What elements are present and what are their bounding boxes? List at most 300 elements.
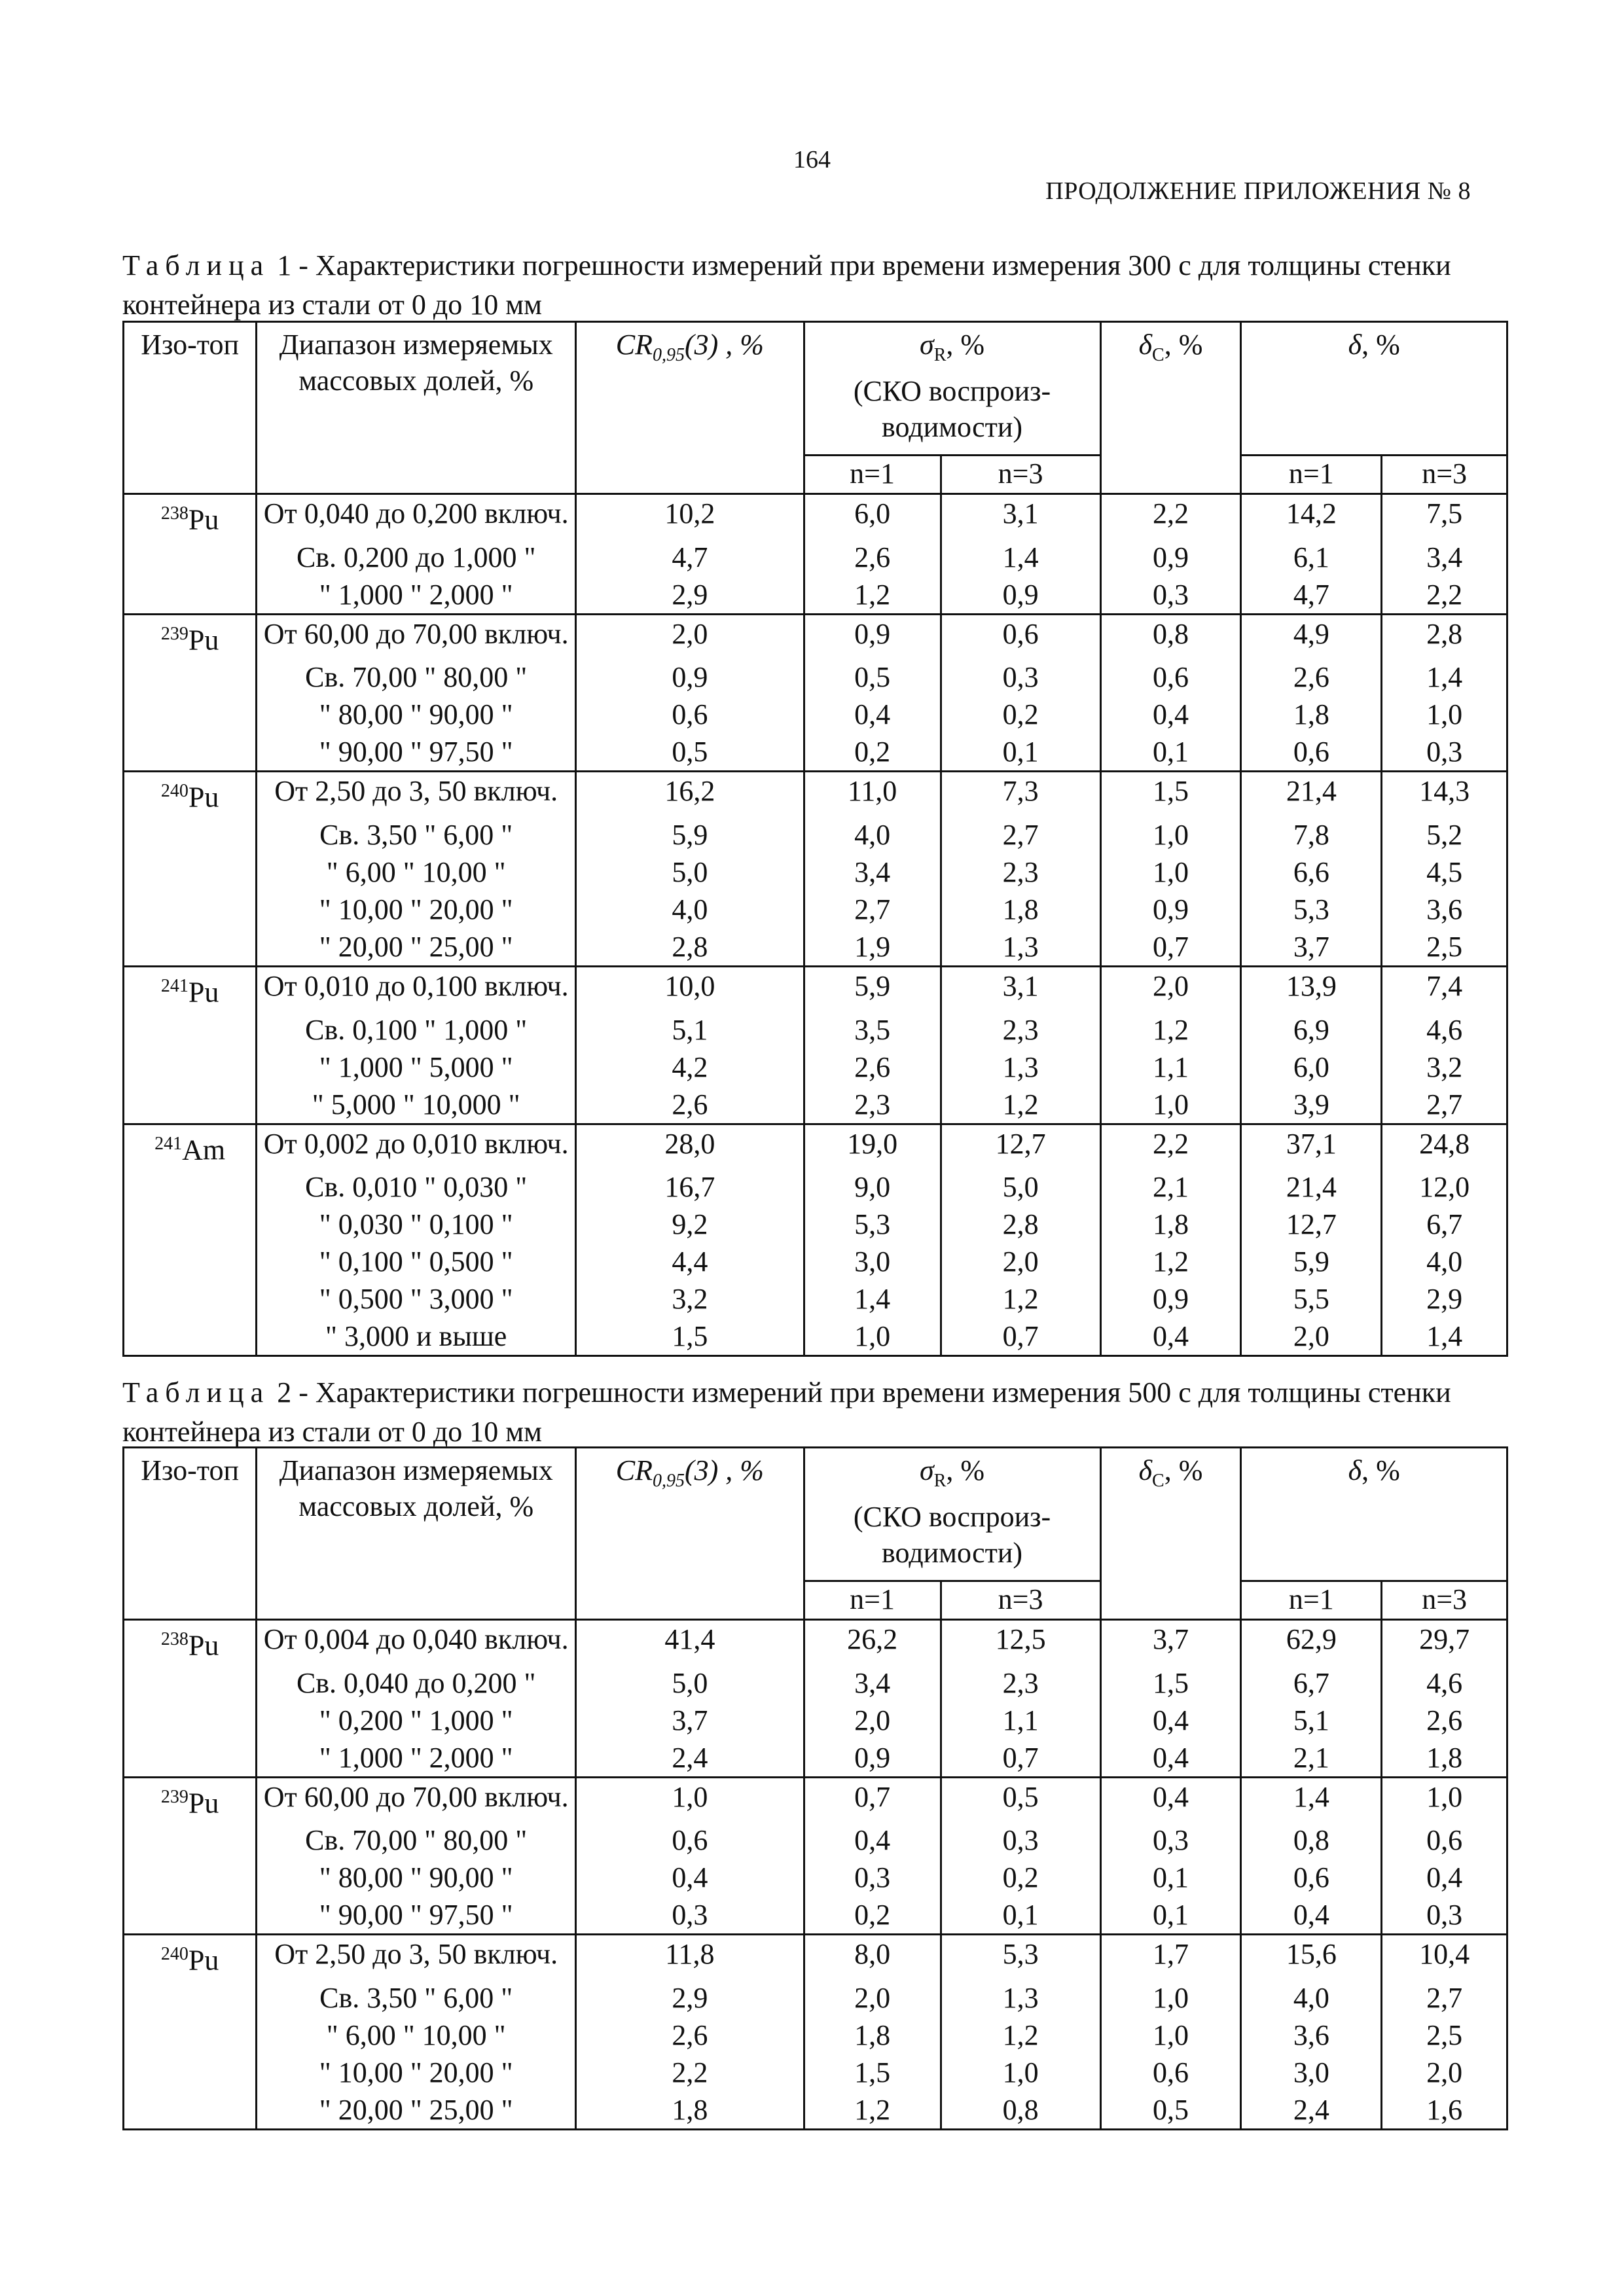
- sigma-n3-cell: 5,3: [941, 1935, 1100, 1979]
- delta-n1-cell: 12,7: [1241, 1206, 1382, 1243]
- table-row: [124, 1086, 1507, 1124]
- cr-cell: 4,0: [576, 891, 804, 928]
- header-range: Диапазон измеряемых массовых долей, %: [257, 322, 576, 494]
- isotope-cell: [124, 2054, 257, 2091]
- header-cr-symbol: CR: [615, 329, 653, 361]
- sigma-n3-cell: 12,7: [941, 1124, 1100, 1168]
- range-cell: От 0,010 до 0,100 включ.: [257, 966, 576, 1011]
- sigma-n1-cell: 0,3: [804, 1859, 941, 1896]
- range-cell: " 3,000 и выше: [257, 1318, 576, 1356]
- delta-c-cell: 2,2: [1100, 1124, 1241, 1168]
- cr-cell: 10,0: [576, 966, 804, 1011]
- sigma-n3-cell: 1,0: [941, 2054, 1100, 2091]
- delta-c-cell: 2,1: [1100, 1168, 1241, 1206]
- table-row: [124, 1243, 1507, 1280]
- table-row: [124, 1280, 1507, 1318]
- isotope-cell: [124, 696, 257, 733]
- header-delta-c-symbol: δ: [1138, 329, 1153, 361]
- sigma-n1-cell: 4,0: [804, 816, 941, 853]
- sigma-n1-cell: 0,4: [804, 696, 941, 733]
- cr-cell: 5,1: [576, 1011, 804, 1049]
- cr-cell: 3,2: [576, 1280, 804, 1318]
- sigma-n1-cell: 1,2: [804, 2091, 941, 2130]
- table-row: [124, 1124, 1507, 1168]
- header-isotope: Изо-топ: [124, 322, 257, 494]
- isotope-cell: [124, 1086, 257, 1124]
- header-cr-symbol: CR: [615, 1454, 653, 1486]
- header-sigma-n3: n=3: [941, 1581, 1100, 1620]
- cr-cell: 2,0: [576, 614, 804, 658]
- table-row: [124, 1821, 1507, 1859]
- sigma-n1-cell: 9,0: [804, 1168, 941, 1206]
- delta-n3-cell: 3,4: [1382, 539, 1507, 576]
- range-cell: " 0,100 " 0,500 ": [257, 1243, 576, 1280]
- table-row: [124, 1011, 1507, 1049]
- isotope-cell: [124, 1896, 257, 1935]
- sigma-n1-cell: 19,0: [804, 1124, 941, 1168]
- isotope-cell: [124, 1821, 257, 1859]
- isotope-mass: 238: [160, 503, 189, 524]
- table2-caption-lead: Таблица: [122, 1376, 270, 1408]
- header-sigma-n1: n=1: [804, 1581, 941, 1620]
- sigma-n3-cell: 3,1: [941, 494, 1100, 539]
- table-row: [124, 1702, 1507, 1739]
- header-cr-rest: (3) , %: [684, 329, 764, 361]
- appendix-header: ПРОДОЛЖЕНИЕ ПРИЛОЖЕНИЯ № 8: [1045, 177, 1471, 205]
- cr-cell: 2,6: [576, 2017, 804, 2054]
- isotope-cell: [124, 576, 257, 615]
- delta-n3-cell: 1,4: [1382, 1318, 1507, 1356]
- sigma-n1-cell: 0,4: [804, 1821, 941, 1859]
- range-cell: " 80,00 " 90,00 ": [257, 696, 576, 733]
- delta-n1-cell: 21,4: [1241, 1168, 1382, 1206]
- delta-c-cell: 0,5: [1100, 2091, 1241, 2130]
- sigma-n3-cell: 1,8: [941, 891, 1100, 928]
- isotope-element: Pu: [188, 503, 219, 536]
- isotope-cell: [124, 1777, 257, 1821]
- table-row: [124, 853, 1507, 891]
- table1-caption-lead: Таблица: [122, 249, 270, 281]
- isotope-cell: [124, 891, 257, 928]
- sigma-n1-cell: 1,5: [804, 2054, 941, 2091]
- cr-cell: 16,7: [576, 1168, 804, 1206]
- isotope-cell: [124, 614, 257, 658]
- delta-n1-cell: 13,9: [1241, 966, 1382, 1011]
- cr-cell: 2,2: [576, 2054, 804, 2091]
- delta-n3-cell: 1,8: [1382, 1739, 1507, 1778]
- isotope-cell: [124, 966, 257, 1011]
- header-delta: [1241, 1448, 1507, 1581]
- delta-c-cell: 1,8: [1100, 1206, 1241, 1243]
- isotope-cell: [124, 1206, 257, 1243]
- delta-c-cell: 0,9: [1100, 1280, 1241, 1318]
- delta-c-cell: 1,2: [1100, 1243, 1241, 1280]
- delta-n3-cell: 2,6: [1382, 1702, 1507, 1739]
- header-sigma-rest: , %: [946, 1454, 985, 1486]
- sigma-n3-cell: 2,3: [941, 1011, 1100, 1049]
- header-delta-c-rest: , %: [1164, 329, 1203, 361]
- delta-n3-cell: 3,2: [1382, 1049, 1507, 1086]
- sigma-n1-cell: 3,4: [804, 853, 941, 891]
- delta-n1-cell: 15,6: [1241, 1935, 1382, 1979]
- isotope-mass: 241: [160, 975, 189, 996]
- delta-c-cell: 2,0: [1100, 966, 1241, 1011]
- delta-n3-cell: 2,8: [1382, 614, 1507, 658]
- delta-n1-cell: 4,9: [1241, 614, 1382, 658]
- table-row: [124, 1979, 1507, 2017]
- isotope-cell: [124, 1702, 257, 1739]
- header-cr: [576, 322, 804, 494]
- delta-n1-cell: 14,2: [1241, 494, 1382, 539]
- page-number: 164: [793, 146, 831, 173]
- header-cr-rest: (3) , %: [684, 1454, 764, 1486]
- table1-caption-text: 1 - Характеристики погрешности измерений при времени измерения 300 с для толщины стенки контейнера из стали от 0 до 10 мм: [122, 249, 1451, 321]
- delta-c-cell: 0,6: [1100, 2054, 1241, 2091]
- range-cell: Св. 70,00 " 80,00 ": [257, 1821, 576, 1859]
- isotope-cell: [124, 928, 257, 967]
- delta-n3-cell: 2,2: [1382, 576, 1507, 615]
- delta-n1-cell: 62,9: [1241, 1620, 1382, 1664]
- header-sigma-n1: n=1: [804, 456, 941, 494]
- header-delta-n1: n=1: [1241, 456, 1382, 494]
- header-isotope: Изо-топ: [124, 1448, 257, 1620]
- isotope-mass: 238: [160, 1629, 189, 1649]
- delta-n1-cell: 5,5: [1241, 1280, 1382, 1318]
- delta-n1-cell: 0,6: [1241, 1859, 1382, 1896]
- table2: [122, 1446, 1508, 2130]
- cr-cell: 0,9: [576, 658, 804, 696]
- range-cell: От 0,002 до 0,010 включ.: [257, 1124, 576, 1168]
- range-cell: Св. 0,040 до 0,200 ": [257, 1664, 576, 1702]
- sigma-n3-cell: 2,3: [941, 1664, 1100, 1702]
- header-sigma-sub: R: [933, 1470, 947, 1491]
- range-cell: " 0,030 " 0,100 ": [257, 1206, 576, 1243]
- isotope-cell: [124, 658, 257, 696]
- delta-c-cell: 0,9: [1100, 539, 1241, 576]
- isotope-cell: [124, 1318, 257, 1356]
- sigma-n3-cell: 0,1: [941, 733, 1100, 772]
- table-row: [124, 1206, 1507, 1243]
- header-sigma-note: (СКО воспроиз-водимости): [853, 1500, 1051, 1569]
- header-delta-symbol: δ: [1348, 1454, 1362, 1486]
- delta-c-cell: 0,7: [1100, 928, 1241, 967]
- sigma-n3-cell: 0,3: [941, 658, 1100, 696]
- delta-n3-cell: 1,0: [1382, 1777, 1507, 1821]
- delta-n1-cell: 3,9: [1241, 1086, 1382, 1124]
- sigma-n1-cell: 2,0: [804, 1979, 941, 2017]
- delta-c-cell: 1,5: [1100, 772, 1241, 816]
- delta-n3-cell: 5,2: [1382, 816, 1507, 853]
- table-row: [124, 614, 1507, 658]
- delta-n1-cell: 2,6: [1241, 658, 1382, 696]
- header-range: Диапазон измеряемых массовых долей, %: [257, 1448, 576, 1620]
- cr-cell: 5,0: [576, 853, 804, 891]
- cr-cell: 11,8: [576, 1935, 804, 1979]
- table-row: [124, 966, 1507, 1011]
- header-delta-rest: , %: [1362, 329, 1400, 361]
- range-cell: " 1,000 " 5,000 ": [257, 1049, 576, 1086]
- delta-n3-cell: 4,0: [1382, 1243, 1507, 1280]
- sigma-n1-cell: 0,9: [804, 1739, 941, 1778]
- delta-n3-cell: 12,0: [1382, 1168, 1507, 1206]
- isotope-element: Pu: [188, 781, 219, 814]
- delta-n3-cell: 1,6: [1382, 2091, 1507, 2130]
- cr-cell: 41,4: [576, 1620, 804, 1664]
- cr-cell: 2,6: [576, 1086, 804, 1124]
- sigma-n1-cell: 0,7: [804, 1777, 941, 1821]
- header-sigma-symbol: σ: [920, 329, 934, 361]
- delta-c-cell: 1,5: [1100, 1664, 1241, 1702]
- delta-n3-cell: 4,6: [1382, 1011, 1507, 1049]
- table-row: [124, 891, 1507, 928]
- sigma-n1-cell: 2,0: [804, 1702, 941, 1739]
- range-cell: " 0,500 " 3,000 ": [257, 1280, 576, 1318]
- delta-n3-cell: 2,9: [1382, 1280, 1507, 1318]
- table-row: [124, 1935, 1507, 1979]
- isotope-cell: [124, 1620, 257, 1664]
- delta-n3-cell: 2,0: [1382, 2054, 1507, 2091]
- delta-n3-cell: 2,7: [1382, 1086, 1507, 1124]
- delta-n1-cell: 6,0: [1241, 1049, 1382, 1086]
- range-cell: " 20,00 " 25,00 ": [257, 2091, 576, 2130]
- delta-n1-cell: 5,3: [1241, 891, 1382, 928]
- sigma-n3-cell: 1,4: [941, 539, 1100, 576]
- sigma-n3-cell: 1,3: [941, 1979, 1100, 2017]
- isotope-cell: [124, 2091, 257, 2130]
- range-cell: От 2,50 до 3, 50 включ.: [257, 772, 576, 816]
- sigma-n1-cell: 1,4: [804, 1280, 941, 1318]
- delta-n1-cell: 4,0: [1241, 1979, 1382, 2017]
- isotope-mass: 241: [154, 1133, 183, 1154]
- isotope-cell: [124, 1168, 257, 1206]
- delta-c-cell: 0,1: [1100, 733, 1241, 772]
- header-sigma-note: (СКО воспроиз-водимости): [853, 374, 1051, 443]
- isotope-cell: [124, 2017, 257, 2054]
- header-delta-rest: , %: [1362, 1454, 1400, 1486]
- cr-cell: 0,4: [576, 1859, 804, 1896]
- isotope-cell: [124, 1859, 257, 1896]
- cr-cell: 5,0: [576, 1664, 804, 1702]
- cr-cell: 28,0: [576, 1124, 804, 1168]
- cr-cell: 1,5: [576, 1318, 804, 1356]
- delta-n1-cell: 6,7: [1241, 1664, 1382, 1702]
- sigma-n1-cell: 3,5: [804, 1011, 941, 1049]
- sigma-n1-cell: 5,9: [804, 966, 941, 1011]
- table-row: [124, 772, 1507, 816]
- sigma-n3-cell: 1,2: [941, 2017, 1100, 2054]
- delta-c-cell: 1,0: [1100, 1979, 1241, 2017]
- header-delta-c-rest: , %: [1164, 1454, 1203, 1486]
- delta-n3-cell: 2,7: [1382, 1979, 1507, 2017]
- sigma-n3-cell: 0,2: [941, 696, 1100, 733]
- delta-n1-cell: 3,0: [1241, 2054, 1382, 2091]
- isotope-mass: 240: [160, 781, 189, 802]
- table-row: [124, 2091, 1507, 2130]
- delta-c-cell: 1,0: [1100, 816, 1241, 853]
- sigma-n1-cell: 0,2: [804, 733, 941, 772]
- sigma-n3-cell: 12,5: [941, 1620, 1100, 1664]
- table-row: [124, 1049, 1507, 1086]
- delta-n1-cell: 5,9: [1241, 1243, 1382, 1280]
- delta-c-cell: 1,0: [1100, 1086, 1241, 1124]
- cr-cell: 2,9: [576, 576, 804, 615]
- isotope-mass: 240: [160, 1944, 189, 1965]
- sigma-n3-cell: 2,7: [941, 816, 1100, 853]
- sigma-n3-cell: 2,0: [941, 1243, 1100, 1280]
- sigma-n1-cell: 2,6: [804, 539, 941, 576]
- delta-n1-cell: 3,6: [1241, 2017, 1382, 2054]
- delta-c-cell: 0,8: [1100, 614, 1241, 658]
- table-row: [124, 816, 1507, 853]
- range-cell: От 60,00 до 70,00 включ.: [257, 614, 576, 658]
- table-row: [124, 1777, 1507, 1821]
- table1-caption: [122, 246, 1471, 325]
- cr-cell: 0,6: [576, 696, 804, 733]
- table-row: [124, 576, 1507, 615]
- delta-c-cell: 0,4: [1100, 1777, 1241, 1821]
- delta-c-cell: 1,0: [1100, 2017, 1241, 2054]
- table-row: [124, 1739, 1507, 1778]
- delta-n3-cell: 0,4: [1382, 1859, 1507, 1896]
- isotope-cell: [124, 733, 257, 772]
- sigma-n1-cell: 1,9: [804, 928, 941, 967]
- cr-cell: 2,8: [576, 928, 804, 967]
- sigma-n3-cell: 1,1: [941, 1702, 1100, 1739]
- cr-cell: 16,2: [576, 772, 804, 816]
- isotope-cell: [124, 1124, 257, 1168]
- sigma-n1-cell: 0,9: [804, 614, 941, 658]
- delta-c-cell: 0,3: [1100, 576, 1241, 615]
- table-row: [124, 733, 1507, 772]
- sigma-n1-cell: 2,7: [804, 891, 941, 928]
- sigma-n3-cell: 0,2: [941, 1859, 1100, 1896]
- range-cell: Св. 70,00 " 80,00 ": [257, 658, 576, 696]
- range-cell: Св. 0,010 " 0,030 ": [257, 1168, 576, 1206]
- isotope-cell: [124, 1979, 257, 2017]
- table-row: [124, 928, 1507, 967]
- table-row: [124, 494, 1507, 539]
- delta-n1-cell: 6,6: [1241, 853, 1382, 891]
- delta-n3-cell: 0,6: [1382, 1821, 1507, 1859]
- delta-c-cell: 0,6: [1100, 658, 1241, 696]
- delta-c-cell: 0,4: [1100, 1739, 1241, 1778]
- cr-cell: 2,9: [576, 1979, 804, 2017]
- delta-n3-cell: 7,5: [1382, 494, 1507, 539]
- delta-n1-cell: 6,9: [1241, 1011, 1382, 1049]
- delta-n1-cell: 2,4: [1241, 2091, 1382, 2130]
- delta-n1-cell: 5,1: [1241, 1702, 1382, 1739]
- sigma-n3-cell: 1,2: [941, 1086, 1100, 1124]
- sigma-n3-cell: 1,3: [941, 928, 1100, 967]
- header-delta: [1241, 322, 1507, 456]
- table-row: [124, 1620, 1507, 1664]
- delta-n1-cell: 3,7: [1241, 928, 1382, 967]
- isotope-cell: [124, 853, 257, 891]
- delta-c-cell: 2,2: [1100, 494, 1241, 539]
- sigma-n3-cell: 1,3: [941, 1049, 1100, 1086]
- range-cell: " 6,00 " 10,00 ": [257, 853, 576, 891]
- range-cell: От 60,00 до 70,00 включ.: [257, 1777, 576, 1821]
- sigma-n3-cell: 0,5: [941, 1777, 1100, 1821]
- cr-cell: 5,9: [576, 816, 804, 853]
- delta-n1-cell: 21,4: [1241, 772, 1382, 816]
- delta-n3-cell: 0,3: [1382, 1896, 1507, 1935]
- isotope-cell: [124, 1243, 257, 1280]
- range-cell: " 20,00 " 25,00 ": [257, 928, 576, 967]
- cr-cell: 9,2: [576, 1206, 804, 1243]
- sigma-n3-cell: 0,7: [941, 1318, 1100, 1356]
- header-sigma-rest: , %: [946, 329, 985, 361]
- sigma-n1-cell: 1,8: [804, 2017, 941, 2054]
- sigma-n3-cell: 1,2: [941, 1280, 1100, 1318]
- delta-n3-cell: 4,6: [1382, 1664, 1507, 1702]
- cr-cell: 0,3: [576, 1896, 804, 1935]
- delta-n3-cell: 6,7: [1382, 1206, 1507, 1243]
- cr-cell: 1,0: [576, 1777, 804, 1821]
- header-delta-n3: n=3: [1382, 456, 1507, 494]
- sigma-n1-cell: 2,3: [804, 1086, 941, 1124]
- delta-c-cell: 3,7: [1100, 1620, 1241, 1664]
- delta-n3-cell: 14,3: [1382, 772, 1507, 816]
- cr-cell: 2,4: [576, 1739, 804, 1778]
- header-cr-sub: 0,95: [652, 344, 685, 365]
- isotope-mass: 239: [160, 623, 189, 644]
- delta-n1-cell: 4,7: [1241, 576, 1382, 615]
- delta-n3-cell: 4,5: [1382, 853, 1507, 891]
- delta-n1-cell: 37,1: [1241, 1124, 1382, 1168]
- cr-cell: 0,6: [576, 1821, 804, 1859]
- delta-c-cell: 0,9: [1100, 891, 1241, 928]
- delta-n3-cell: 29,7: [1382, 1620, 1507, 1664]
- table-row: [124, 1168, 1507, 1206]
- isotope-element: Pu: [188, 624, 219, 656]
- table-row: [124, 696, 1507, 733]
- delta-n3-cell: 24,8: [1382, 1124, 1507, 1168]
- sigma-n1-cell: 11,0: [804, 772, 941, 816]
- delta-c-cell: 1,0: [1100, 853, 1241, 891]
- range-cell: " 80,00 " 90,00 ": [257, 1859, 576, 1896]
- header-sigma: [804, 1448, 1100, 1581]
- range-cell: Св. 0,200 до 1,000 ": [257, 539, 576, 576]
- table-row: [124, 2017, 1507, 2054]
- delta-n1-cell: 2,0: [1241, 1318, 1382, 1356]
- header-delta-c-sub: C: [1152, 344, 1164, 365]
- table-row: [124, 1664, 1507, 1702]
- delta-n3-cell: 0,3: [1382, 733, 1507, 772]
- header-delta-c: [1100, 322, 1241, 494]
- delta-n3-cell: 2,5: [1382, 2017, 1507, 2054]
- header-sigma: [804, 322, 1100, 456]
- range-cell: Св. 3,50 " 6,00 ": [257, 1979, 576, 2017]
- isotope-cell: [124, 1011, 257, 1049]
- header-cr-sub: 0,95: [652, 1470, 685, 1491]
- range-cell: " 6,00 " 10,00 ": [257, 2017, 576, 2054]
- sigma-n1-cell: 26,2: [804, 1620, 941, 1664]
- delta-n1-cell: 1,4: [1241, 1777, 1382, 1821]
- delta-n1-cell: 2,1: [1241, 1739, 1382, 1778]
- range-cell: От 2,50 до 3, 50 включ.: [257, 1935, 576, 1979]
- isotope-cell: [124, 1049, 257, 1086]
- delta-c-cell: 0,4: [1100, 696, 1241, 733]
- range-cell: Св. 3,50 " 6,00 ": [257, 816, 576, 853]
- sigma-n1-cell: 1,0: [804, 1318, 941, 1356]
- cr-cell: 0,5: [576, 733, 804, 772]
- delta-n1-cell: 7,8: [1241, 816, 1382, 853]
- range-cell: " 10,00 " 20,00 ": [257, 2054, 576, 2091]
- delta-c-cell: 0,1: [1100, 1859, 1241, 1896]
- delta-n3-cell: 2,5: [1382, 928, 1507, 967]
- delta-n1-cell: 6,1: [1241, 539, 1382, 576]
